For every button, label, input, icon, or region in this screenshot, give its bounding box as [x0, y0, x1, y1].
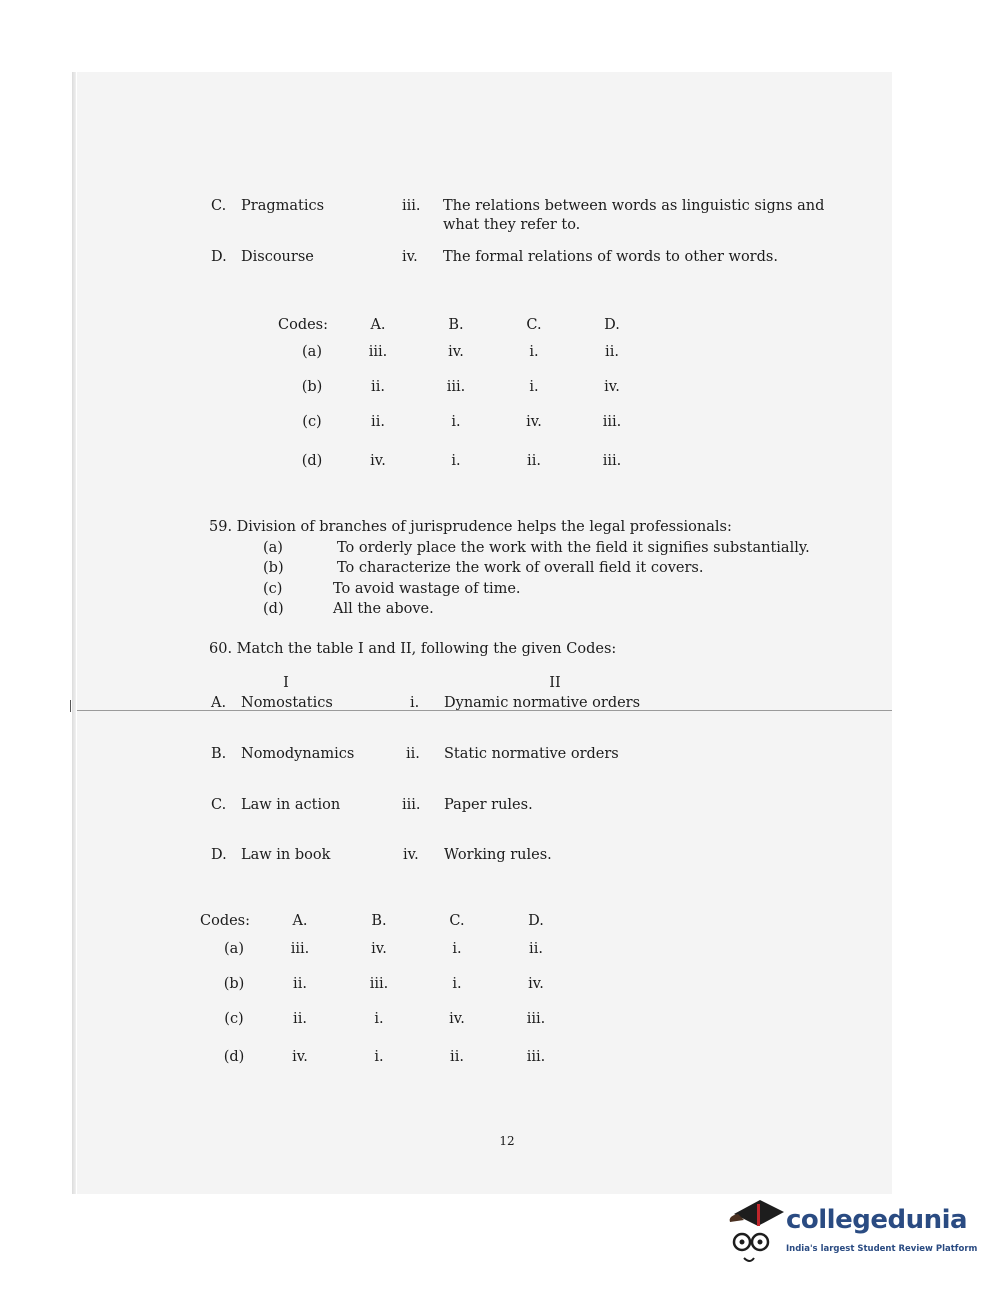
q60-codes-header-a: A. — [292, 913, 308, 929]
q58-option-d-col-c: ii. — [527, 453, 541, 469]
q60-option-b-col-d: iv. — [528, 976, 544, 992]
q58-option-c-key: (c) — [302, 414, 322, 430]
q60-option-b-key: (b) — [223, 976, 245, 992]
q59-option-d-text: All the above. — [333, 601, 434, 617]
scan-edge — [72, 72, 76, 1194]
q59-option-a-text: To orderly place the work with the field it signifies substantially. — [337, 540, 810, 556]
q60-option-b-col-a: ii. — [293, 976, 307, 992]
q58-option-c-col-b: i. — [451, 414, 461, 430]
q60-option-a-col-a: iii. — [290, 941, 310, 957]
q60-option-c-col-a: ii. — [293, 1011, 307, 1027]
q60-row-a-letter: A. — [211, 695, 227, 711]
q60-option-a-col-d: ii. — [529, 941, 543, 957]
q60-row-b-term: Nomodynamics — [241, 746, 355, 762]
q60-option-c-col-b: i. — [374, 1011, 384, 1027]
graduation-cap-icon — [734, 1200, 784, 1226]
q58-codes-header-b: B. — [448, 317, 464, 333]
q60-option-d-col-d: iii. — [526, 1049, 546, 1065]
q58-option-c-col-a: ii. — [371, 414, 385, 430]
q58-option-c-col-d: iii. — [602, 414, 622, 430]
q60-row-b-letter: B. — [211, 746, 227, 762]
fold-mark — [70, 700, 79, 712]
q60-stem: 60. Match the table I and II, following the given Codes: — [209, 641, 617, 657]
q58-row-d-term: Discourse — [241, 249, 314, 265]
q59-option-c-key: (c) — [263, 581, 283, 597]
q60-row-a-roman: i. — [410, 695, 420, 711]
q60-codes-header-c: C. — [449, 913, 465, 929]
q60-row-a-term: Nomostatics — [241, 695, 333, 711]
q59-option-a-key: (a) — [263, 540, 283, 556]
q58-option-b-col-d: iv. — [604, 379, 620, 395]
q60-codes-label: Codes: — [200, 913, 251, 929]
q58-option-d-col-a: iv. — [370, 453, 386, 469]
q59-stem: 59. Division of branches of jurisprudence helps the legal professionals: — [209, 519, 732, 535]
q58-codes-header-a: A. — [370, 317, 386, 333]
q58-option-b-col-b: iii. — [446, 379, 466, 395]
q60-column-i-header: I — [283, 675, 289, 691]
q60-row-c-letter: C. — [211, 797, 227, 813]
q60-column-ii-header: II — [549, 675, 561, 691]
q58-codes-header-c: C. — [526, 317, 542, 333]
q59-option-d-key: (d) — [263, 601, 284, 617]
q58-option-c-col-c: iv. — [526, 414, 542, 430]
page-number: 12 — [499, 1134, 515, 1148]
q58-option-a-col-c: i. — [529, 344, 539, 360]
q60-option-b-col-c: i. — [452, 976, 462, 992]
q60-option-c-col-d: iii. — [526, 1011, 546, 1027]
collegedunia-tagline: India's largest Student Review Platform — [786, 1244, 978, 1254]
q58-option-a-key: (a) — [302, 344, 322, 360]
q60-option-a-col-b: iv. — [371, 941, 387, 957]
q58-option-b-col-c: i. — [529, 379, 539, 395]
q60-row-b-meaning: Static normative orders — [444, 746, 619, 762]
q58-option-b-key: (b) — [301, 379, 323, 395]
q58-codes-header-d: D. — [604, 317, 620, 333]
q60-row-b-roman: ii. — [406, 746, 420, 762]
q58-row-d-letter: D. — [211, 249, 227, 265]
collegedunia-wordmark: collegedunia — [786, 1205, 968, 1235]
q58-row-c-roman: iii. — [402, 198, 421, 214]
q60-option-d-col-c: ii. — [450, 1049, 464, 1065]
q60-row-c-meaning: Paper rules. — [444, 797, 533, 813]
q60-row-a-meaning: Dynamic normative orders — [444, 695, 641, 711]
q60-option-a-col-c: i. — [452, 941, 462, 957]
q58-row-d-meaning: The formal relations of words to other words. — [443, 249, 778, 265]
q58-row-c-term: Pragmatics — [241, 198, 325, 214]
q60-row-d-term: Law in book — [241, 847, 331, 863]
q58-option-a-col-a: iii. — [368, 344, 388, 360]
q60-option-d-col-b: i. — [374, 1049, 384, 1065]
q60-row-d-roman: iv. — [403, 847, 419, 863]
q60-option-b-col-b: iii. — [369, 976, 389, 992]
q59-option-b-text: To characterize the work of overall field it covers. — [337, 560, 704, 576]
q59-option-b-key: (b) — [263, 560, 284, 576]
q60-codes-header-b: B. — [371, 913, 387, 929]
q58-option-b-col-a: ii. — [371, 379, 385, 395]
q60-option-d-key: (d) — [223, 1049, 245, 1065]
q58-option-d-col-d: iii. — [602, 453, 622, 469]
document-page — [77, 72, 892, 1194]
q60-option-a-key: (a) — [224, 941, 244, 957]
q60-row-d-letter: D. — [211, 847, 227, 863]
q58-row-c-meaning: The relations between words as linguistic signs and what they refer to. — [443, 198, 825, 233]
q60-row-c-roman: iii. — [402, 797, 421, 813]
q58-option-d-col-b: i. — [451, 453, 461, 469]
q58-option-a-col-b: iv. — [448, 344, 464, 360]
q58-codes-label: Codes: — [278, 317, 329, 333]
q58-row-d-roman: iv. — [402, 249, 418, 265]
q60-row-c-term: Law in action — [241, 797, 341, 813]
q60-row-d-meaning: Working rules. — [444, 847, 552, 863]
q60-codes-header-d: D. — [528, 913, 544, 929]
q60-option-d-col-a: iv. — [292, 1049, 308, 1065]
q59-option-c-text: To avoid wastage of time. — [333, 581, 521, 597]
q60-option-c-col-c: iv. — [449, 1011, 465, 1027]
q58-option-a-col-d: ii. — [605, 344, 619, 360]
q58-option-d-key: (d) — [301, 453, 323, 469]
q60-option-c-key: (c) — [224, 1011, 244, 1027]
q58-row-c-letter: C. — [211, 198, 227, 214]
